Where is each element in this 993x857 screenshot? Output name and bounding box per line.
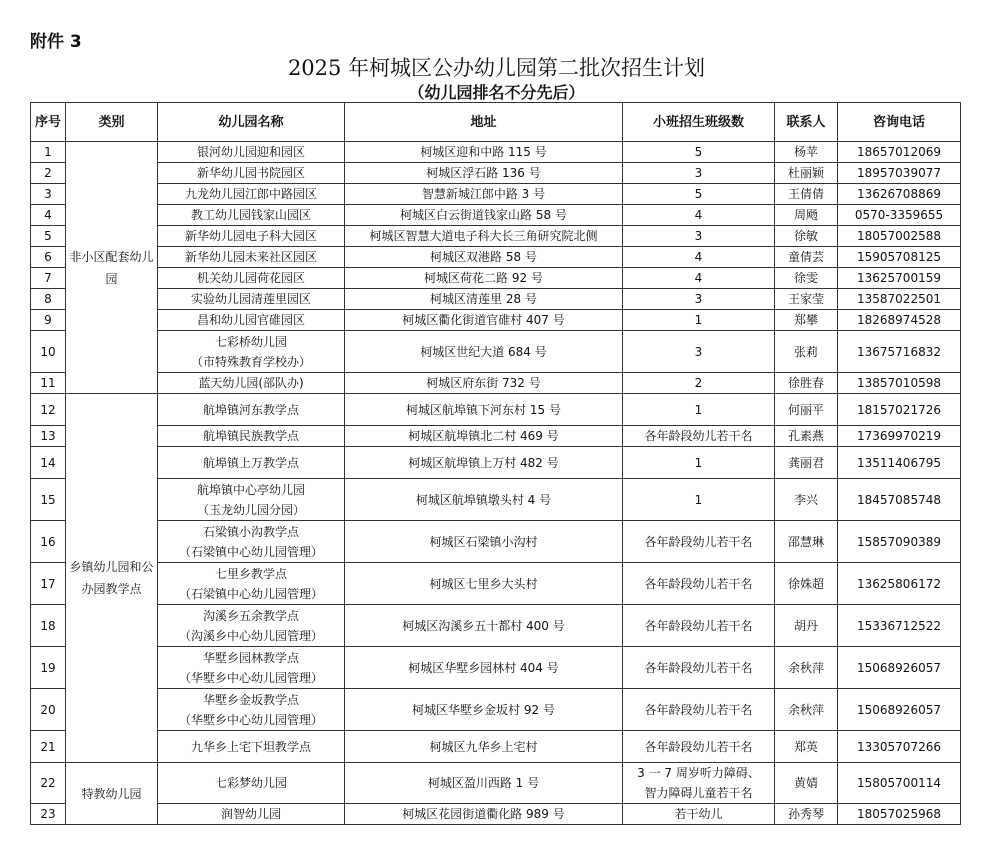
class-count-line1: 4 (694, 250, 703, 264)
table-header-row (31, 103, 961, 142)
address-cell: 智慧新城江郎中路 3 号 (345, 184, 623, 205)
contact-person: 徐胜春 (775, 373, 838, 394)
kindergarten-name (158, 310, 345, 331)
address-cell: 柯城区九华乡上宅村 (345, 731, 623, 763)
kindergarten-name (158, 184, 345, 205)
kindergarten-name-line2: （沟溪乡中心幼儿园管理） (178, 628, 323, 643)
table-row (31, 731, 961, 763)
phone-number: 15805700114 (838, 763, 961, 804)
contact-person: 孙秀琴 (775, 804, 838, 825)
row-index: 7 (31, 268, 66, 289)
contact-person: 孔素燕 (775, 426, 838, 447)
row-index: 19 (31, 647, 66, 689)
row-index: 12 (31, 394, 66, 426)
contact-person: 何丽平 (775, 394, 838, 426)
kindergarten-name-line1: 沟溪乡五余教学点 (202, 608, 299, 623)
address-cell: 柯城区华墅乡金坂村 92 号 (345, 689, 623, 731)
kindergarten-name (158, 426, 345, 447)
header-category: 类别 (66, 103, 158, 142)
class-count-line1: 各年龄段幼儿若干名 (644, 739, 753, 754)
address-cell: 柯城区智慧大道电子科大长三角研究院北侧 (345, 226, 623, 247)
table-row (31, 268, 961, 289)
row-index: 1 (31, 142, 66, 163)
table-row (31, 373, 961, 394)
address-cell: 柯城区迎和中路 115 号 (345, 142, 623, 163)
phone-number: 15068926057 (838, 647, 961, 689)
address-cell: 柯城区沟溪乡五十都村 400 号 (345, 605, 623, 647)
address-cell: 柯城区世纪大道 684 号 (345, 331, 623, 373)
row-index: 16 (31, 521, 66, 563)
table-row (31, 247, 961, 268)
kindergarten-name (158, 289, 345, 310)
address-cell: 柯城区盈川西路 1 号 (345, 763, 623, 804)
table-row (31, 142, 961, 163)
address-cell: 柯城区航埠镇北二村 469 号 (345, 426, 623, 447)
class-count (623, 205, 775, 226)
kindergarten-name-line2: （玉龙幼儿园分园） (196, 502, 305, 517)
class-count (623, 763, 775, 804)
contact-person: 杨苹 (775, 142, 838, 163)
class-count-line1: 各年龄段幼儿若干名 (644, 618, 753, 633)
kindergarten-name-line1: 昌和幼儿园官碓园区 (196, 313, 305, 327)
table-row (31, 163, 961, 184)
category-cell: 非小区配套幼儿园 (66, 142, 158, 394)
kindergarten-name (158, 247, 345, 268)
address-cell: 柯城区华墅乡园林村 404 号 (345, 647, 623, 689)
address-cell: 柯城区航埠镇墩头村 4 号 (345, 479, 623, 521)
class-count (623, 605, 775, 647)
phone-number: 15336712522 (838, 605, 961, 647)
kindergarten-name (158, 479, 345, 521)
address-cell: 柯城区双港路 58 号 (345, 247, 623, 268)
kindergarten-name (158, 394, 345, 426)
contact-person: 徐姝超 (775, 563, 838, 605)
class-count (623, 563, 775, 605)
row-index: 11 (31, 373, 66, 394)
kindergarten-name-line1: 航埠镇河东教学点 (202, 402, 299, 417)
phone-number: 13625700159 (838, 268, 961, 289)
class-count (623, 268, 775, 289)
kindergarten-name (158, 804, 345, 825)
kindergarten-name-line1: 华墅乡园林教学点 (202, 650, 299, 665)
address-cell: 柯城区白云街道钱家山路 58 号 (345, 205, 623, 226)
kindergarten-name (158, 689, 345, 731)
class-count-line1: 1 (694, 402, 703, 417)
table-row (31, 447, 961, 479)
contact-person: 王倩倩 (775, 184, 838, 205)
class-count-line1: 各年龄段幼儿若干名 (644, 429, 753, 443)
attachment-label: 附件 3 (30, 32, 82, 52)
kindergarten-name (158, 142, 345, 163)
header-address: 地址 (345, 103, 623, 142)
kindergarten-name (158, 226, 345, 247)
class-count-line1: 3 (694, 166, 703, 180)
phone-number: 13626708869 (838, 184, 961, 205)
phone-number: 13625806172 (838, 563, 961, 605)
kindergarten-name-line1: 银河幼儿园迎和园区 (196, 145, 305, 159)
address-cell: 柯城区清莲里 28 号 (345, 289, 623, 310)
table-row (31, 310, 961, 331)
table-row (31, 394, 961, 426)
table-row (31, 205, 961, 226)
kindergarten-name-line1: 七里乡教学点 (214, 566, 287, 581)
contact-person: 徐敏 (775, 226, 838, 247)
kindergarten-name (158, 563, 345, 605)
table-row (31, 605, 961, 647)
kindergarten-name-line2: （石梁镇中心幼儿园管理） (178, 544, 323, 559)
phone-number: 15857090389 (838, 521, 961, 563)
contact-person: 童倩芸 (775, 247, 838, 268)
kindergarten-name-line1: 教工幼儿园钱家山园区 (190, 208, 311, 222)
address-cell: 柯城区七里乡大头村 (345, 563, 623, 605)
kindergarten-name (158, 521, 345, 563)
kindergarten-name-line1: 新华幼儿园电子科大园区 (184, 229, 317, 243)
class-count (623, 394, 775, 426)
table-row (31, 479, 961, 521)
class-count (623, 447, 775, 479)
phone-number: 13587022501 (838, 289, 961, 310)
kindergarten-name-line1: 航埠镇上万教学点 (202, 455, 299, 470)
class-count-line1: 5 (694, 145, 703, 159)
contact-person: 黄婧 (775, 763, 838, 804)
contact-person: 王家莹 (775, 289, 838, 310)
row-index: 17 (31, 563, 66, 605)
class-count-line1: 各年龄段幼儿若干名 (644, 576, 753, 591)
kindergarten-name-line1: 新华幼儿园未来社区园区 (184, 250, 317, 264)
class-count-line1: 3 (694, 344, 703, 359)
class-count (623, 310, 775, 331)
kindergarten-name-line1: 航埠镇中心亭幼儿园 (196, 482, 305, 497)
address-cell: 柯城区花园街道衢化路 989 号 (345, 804, 623, 825)
address-cell: 柯城区航埠镇下河东村 15 号 (345, 394, 623, 426)
header-classes: 小班招生班级数 (623, 103, 775, 142)
contact-person: 李兴 (775, 479, 838, 521)
table-row (31, 226, 961, 247)
page-subtitle: （幼儿园排名不分先后） (408, 83, 585, 102)
kindergarten-name (158, 763, 345, 804)
contact-person: 龚丽君 (775, 447, 838, 479)
contact-person: 余秋萍 (775, 647, 838, 689)
address-cell: 柯城区石梁镇小沟村 (345, 521, 623, 563)
kindergarten-name-line2: （石梁镇中心幼儿园管理） (178, 586, 323, 601)
kindergarten-name (158, 605, 345, 647)
row-index: 20 (31, 689, 66, 731)
address-cell: 柯城区浮石路 136 号 (345, 163, 623, 184)
class-count-line1: 若干幼儿 (674, 807, 723, 821)
kindergarten-name-line1: 七彩梦幼儿园 (214, 776, 287, 790)
table-body (31, 142, 961, 825)
kindergarten-name-line1: 润智幼儿园 (220, 807, 281, 821)
category-cell: 特教幼儿园 (66, 763, 158, 825)
phone-number: 18057025968 (838, 804, 961, 825)
table-row (31, 331, 961, 373)
class-count-line1: 4 (694, 208, 703, 222)
row-index: 15 (31, 479, 66, 521)
header-contact: 联系人 (775, 103, 838, 142)
row-index: 21 (31, 731, 66, 763)
kindergarten-name-line1: 石梁镇小沟教学点 (202, 524, 299, 539)
kindergarten-name (158, 163, 345, 184)
kindergarten-name (158, 268, 345, 289)
table-row (31, 804, 961, 825)
class-count (623, 731, 775, 763)
kindergarten-name-line2: （市特殊教育学校办） (190, 354, 311, 369)
table-row (31, 426, 961, 447)
address-cell: 柯城区航埠镇上万村 482 号 (345, 447, 623, 479)
row-index: 14 (31, 447, 66, 479)
kindergarten-name-line1: 七彩桥幼儿园 (214, 334, 287, 349)
table-row (31, 184, 961, 205)
contact-person: 余秋萍 (775, 689, 838, 731)
class-count (623, 373, 775, 394)
phone-number: 0570-3359655 (838, 205, 961, 226)
kindergarten-name (158, 447, 345, 479)
table-row (31, 689, 961, 731)
address-cell: 柯城区府东街 732 号 (345, 373, 623, 394)
page-title: 2025 年柯城区公办幼儿园第二批次招生计划 (287, 56, 706, 80)
class-count (623, 247, 775, 268)
row-index: 10 (31, 331, 66, 373)
class-count-line1: 4 (694, 271, 703, 285)
class-count-line1: 1 (694, 455, 703, 470)
row-index: 18 (31, 605, 66, 647)
class-count (623, 521, 775, 563)
class-count-line1: 5 (694, 187, 703, 201)
row-index: 23 (31, 804, 66, 825)
kindergarten-name-line1: 蓝天幼儿园(部队办) (198, 376, 304, 390)
class-count-line1: 3 一 7 周岁听力障碍、 (637, 766, 760, 780)
kindergarten-name (158, 731, 345, 763)
class-count-line2: 智力障碍儿童若干名 (644, 786, 753, 800)
class-count (623, 289, 775, 310)
row-index: 3 (31, 184, 66, 205)
kindergarten-name-line1: 九华乡上宅下坦教学点 (190, 739, 311, 754)
row-index: 4 (31, 205, 66, 226)
class-count (623, 647, 775, 689)
kindergarten-name (158, 647, 345, 689)
enrollment-plan-table (30, 102, 961, 825)
class-count-line1: 各年龄段幼儿若干名 (644, 702, 753, 717)
row-index: 9 (31, 310, 66, 331)
kindergarten-name (158, 205, 345, 226)
class-count (623, 142, 775, 163)
phone-number: 18657012069 (838, 142, 961, 163)
phone-number: 18268974528 (838, 310, 961, 331)
class-count-line1: 1 (694, 492, 703, 507)
header-phone: 咨询电话 (838, 103, 961, 142)
contact-person: 邵慧琳 (775, 521, 838, 563)
table-row (31, 521, 961, 563)
kindergarten-name-line2: （华墅乡中心幼儿园管理） (178, 712, 323, 727)
phone-number: 13675716832 (838, 331, 961, 373)
kindergarten-name (158, 373, 345, 394)
phone-number: 13511406795 (838, 447, 961, 479)
table-row (31, 289, 961, 310)
phone-number: 18457085748 (838, 479, 961, 521)
category-cell: 乡镇幼儿园和公办园教学点 (66, 394, 158, 763)
contact-person: 杜丽颖 (775, 163, 838, 184)
row-index: 2 (31, 163, 66, 184)
table-row (31, 563, 961, 605)
class-count-line1: 各年龄段幼儿若干名 (644, 660, 753, 675)
kindergarten-name-line1: 机关幼儿园荷花园区 (196, 271, 305, 285)
kindergarten-name-line1: 华墅乡金坂教学点 (202, 692, 299, 707)
contact-person: 郑攀 (775, 310, 838, 331)
row-index: 22 (31, 763, 66, 804)
phone-number: 18957039077 (838, 163, 961, 184)
table-row (31, 647, 961, 689)
contact-person: 张莉 (775, 331, 838, 373)
row-index: 5 (31, 226, 66, 247)
kindergarten-name-line1: 实验幼儿园清莲里园区 (190, 292, 311, 306)
class-count (623, 226, 775, 247)
kindergarten-name-line2: （华墅乡中心幼儿园管理） (178, 670, 323, 685)
class-count (623, 426, 775, 447)
kindergarten-name-line1: 九龙幼儿园江郎中路园区 (184, 187, 317, 201)
contact-person: 徐雯 (775, 268, 838, 289)
class-count (623, 163, 775, 184)
phone-number: 13305707266 (838, 731, 961, 763)
class-count-line1: 3 (694, 229, 703, 243)
class-count-line1: 2 (694, 376, 703, 390)
class-count (623, 804, 775, 825)
row-index: 6 (31, 247, 66, 268)
kindergarten-name (158, 331, 345, 373)
header-index: 序号 (31, 103, 66, 142)
phone-number: 15068926057 (838, 689, 961, 731)
phone-number: 18157021726 (838, 394, 961, 426)
phone-number: 15905708125 (838, 247, 961, 268)
class-count-line1: 1 (694, 313, 703, 327)
class-count (623, 331, 775, 373)
class-count (623, 689, 775, 731)
kindergarten-name-line1: 新华幼儿园书院园区 (196, 166, 305, 180)
class-count-line1: 各年龄段幼儿若干名 (644, 534, 753, 549)
phone-number: 13857010598 (838, 373, 961, 394)
contact-person: 周飏 (775, 205, 838, 226)
contact-person: 胡丹 (775, 605, 838, 647)
phone-number: 18057002588 (838, 226, 961, 247)
class-count (623, 184, 775, 205)
phone-number: 17369970219 (838, 426, 961, 447)
row-index: 8 (31, 289, 66, 310)
address-cell: 柯城区衢化街道官碓村 407 号 (345, 310, 623, 331)
class-count (623, 479, 775, 521)
class-count-line1: 3 (694, 292, 703, 306)
table-row (31, 763, 961, 804)
contact-person: 郑英 (775, 731, 838, 763)
address-cell: 柯城区荷花二路 92 号 (345, 268, 623, 289)
row-index: 13 (31, 426, 66, 447)
kindergarten-name-line1: 航埠镇民族教学点 (202, 429, 299, 443)
header-name: 幼儿园名称 (158, 103, 345, 142)
